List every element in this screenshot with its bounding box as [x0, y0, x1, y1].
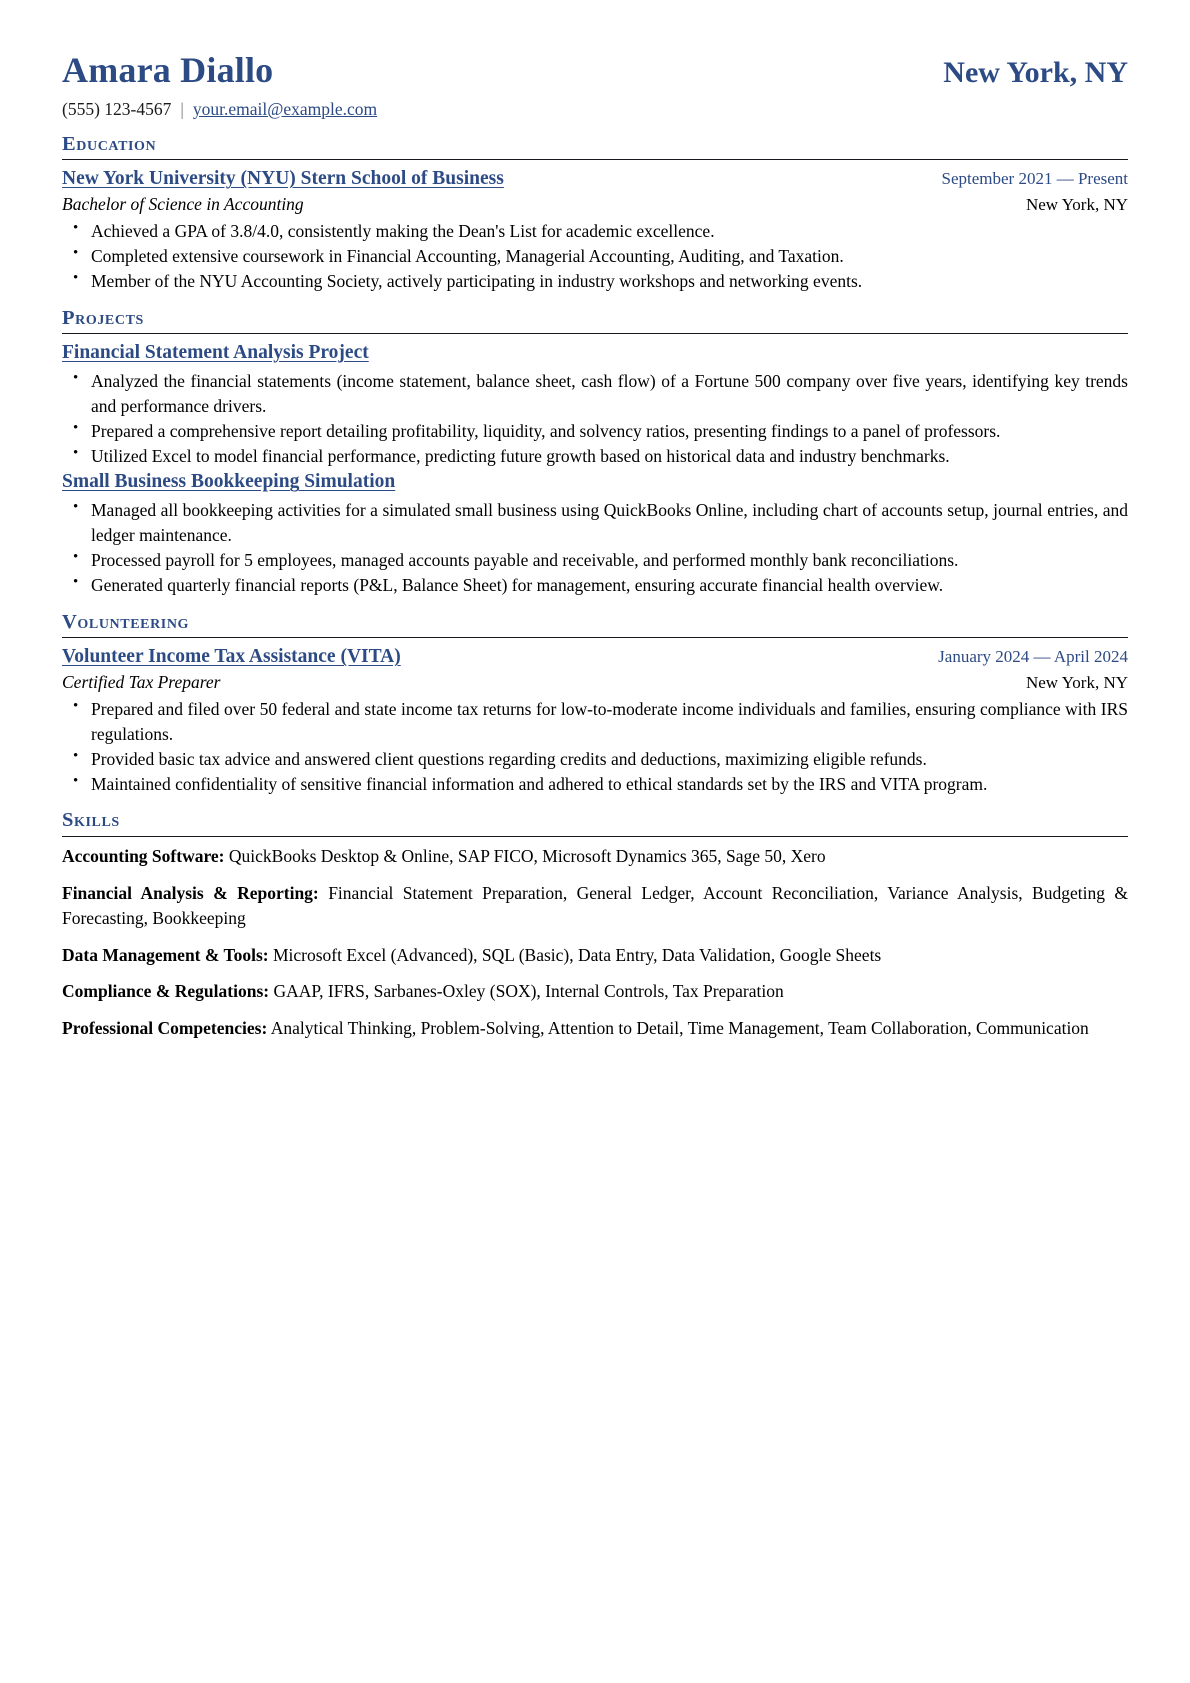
project-title[interactable]: Small Business Bookkeeping Simulation	[62, 471, 396, 493]
skill-line	[62, 881, 1128, 931]
volunteering-organization[interactable]: Volunteer Income Tax Assistance (VITA)	[62, 646, 401, 668]
contact-separator: |	[180, 98, 184, 119]
section-skills	[62, 809, 1128, 1041]
skill-line	[62, 1016, 1128, 1041]
education-location: New York, NY	[1025, 195, 1128, 215]
skill-line	[62, 844, 1128, 869]
section-divider	[62, 159, 1128, 160]
section-volunteering	[62, 611, 1128, 797]
page-title: Amara Diallo	[62, 50, 274, 90]
section-divider	[62, 333, 1128, 334]
list-item: • Prepared and filed over 50 federal and state income tax returns for low-to-moderate income individuals and families, ensuring compliance with IRS regulations.	[62, 697, 1128, 747]
list-item: • Generated quarterly financial reports (P&L, Balance Sheet) for management, ensuring accurate financial health overview.	[62, 573, 1128, 598]
list-item: • Utilized Excel to model financial performance, predicting future growth based on historical data and industry benchmarks.	[62, 444, 1128, 469]
entry-subtitle-row	[62, 193, 1128, 216]
list-item: • Maintained confidentiality of sensitive financial information and adhered to ethical standards set by the IRS and VITA program.	[62, 772, 1128, 797]
education-bullets	[62, 219, 1128, 294]
skill-category: Data Management & Tools:	[62, 944, 269, 965]
skill-category: Financial Analysis & Reporting:	[62, 882, 319, 903]
volunteering-dates: January 2024 — April 2024	[938, 647, 1128, 667]
skill-value: Analytical Thinking, Problem-Solving, Attention to Detail, Time Management, Team Collaboration, Communication	[270, 1018, 1089, 1039]
skill-category: Accounting Software:	[62, 846, 225, 867]
volunteering-entry	[62, 645, 1128, 796]
entry-title-row	[62, 645, 1128, 670]
entry-title-row	[62, 470, 1128, 495]
project-bullets	[62, 369, 1128, 468]
section-title-education: Education	[62, 132, 157, 155]
entry-title-row	[62, 167, 1128, 192]
education-institution[interactable]: New York University (NYU) Stern School of Business	[62, 168, 504, 190]
list-item: • Member of the NYU Accounting Society, actively participating in industry workshops and networking events.	[62, 269, 1128, 294]
list-item: • Prepared a comprehensive report detailing profitability, liquidity, and solvency ratios, presenting findings to a panel of professors.	[62, 419, 1128, 444]
skill-value: GAAP, IFRS, Sarbanes-Oxley (SOX), Internal Controls, Tax Preparation	[273, 981, 784, 1002]
skill-category: Professional Competencies:	[62, 1018, 268, 1039]
resume-header	[62, 52, 1128, 90]
contact-line	[62, 99, 1128, 120]
section-education	[62, 133, 1128, 294]
skill-category: Compliance & Regulations:	[62, 981, 270, 1002]
section-projects	[62, 307, 1128, 598]
project-title[interactable]: Financial Statement Analysis Project	[62, 342, 369, 364]
skill-value: Financial Statement Preparation, General Ledger, Account Reconciliation, Variance Analysis, Budgeting & Forecasting, Bookkeeping	[62, 882, 1129, 928]
skill-value: Microsoft Excel (Advanced), SQL (Basic), Data Entry, Data Validation, Google Sheets	[272, 944, 882, 965]
list-item: • Completed extensive coursework in Financial Accounting, Managerial Accounting, Auditing, and Taxation.	[62, 244, 1128, 269]
section-divider	[62, 836, 1128, 837]
list-item: • Provided basic tax advice and answered client questions regarding credits and deductions, maximizing eligible refunds.	[62, 747, 1128, 772]
education-entry	[62, 167, 1128, 293]
list-item: • Processed payroll for 5 employees, managed accounts payable and receivable, and performed monthly bank reconciliations.	[62, 548, 1128, 573]
skill-line	[62, 979, 1128, 1004]
phone-number: (555) 123-4567	[62, 98, 172, 119]
email-link[interactable]: your.email@example.com	[192, 98, 378, 119]
section-title-projects: Projects	[62, 306, 144, 329]
entry-title-row	[62, 341, 1128, 366]
list-item: • Achieved a GPA of 3.8/4.0, consistently making the Dean's List for academic excellence.	[62, 219, 1128, 244]
list-item: • Analyzed the financial statements (income statement, balance sheet, cash flow) of a Fortune 500 company over five years, identifying key trends and performance drivers.	[62, 369, 1128, 419]
project-entry	[62, 341, 1128, 468]
skill-value: QuickBooks Desktop & Online, SAP FICO, Microsoft Dynamics 365, Sage 50, Xero	[228, 846, 826, 867]
skill-line	[62, 943, 1128, 968]
entry-subtitle-row	[62, 671, 1128, 694]
project-bullets	[62, 498, 1128, 597]
section-title-skills: Skills	[62, 809, 120, 832]
volunteering-bullets	[62, 697, 1128, 796]
volunteering-role: Certified Tax Preparer	[62, 672, 221, 693]
section-title-volunteering: Volunteering	[62, 610, 190, 633]
education-degree: Bachelor of Science in Accounting	[62, 194, 304, 215]
header-location: New York, NY	[943, 56, 1128, 89]
section-divider	[62, 637, 1128, 638]
list-item: • Managed all bookkeeping activities for a simulated small business using QuickBooks Online, including chart of accounts setup, journal entries, and ledger maintenance.	[62, 498, 1128, 548]
volunteering-location: New York, NY	[1025, 673, 1128, 693]
project-entry	[62, 470, 1128, 597]
education-dates: September 2021 — Present	[941, 169, 1128, 189]
